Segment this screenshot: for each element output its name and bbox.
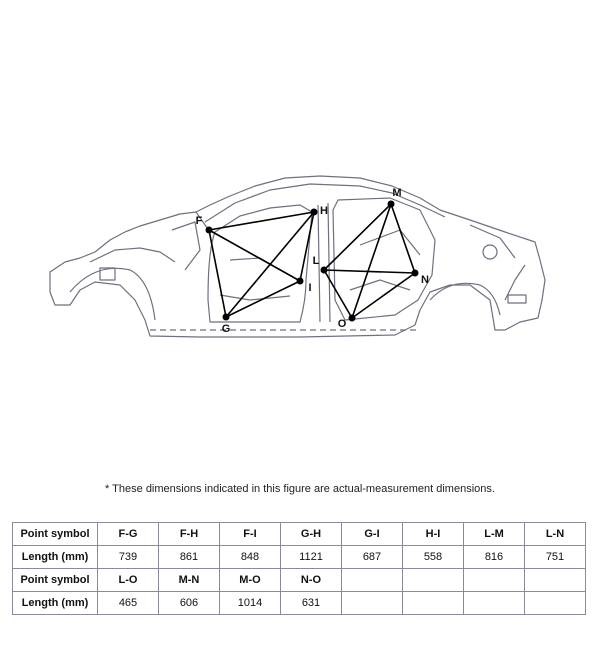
- measurement-line-l-o: [324, 270, 352, 318]
- length-cell: 558: [403, 546, 464, 569]
- point-symbol-cell: N-O: [281, 569, 342, 592]
- dimension-table: [12, 522, 586, 615]
- point-i-marker: [297, 278, 304, 285]
- length-cell: [525, 592, 586, 615]
- point-symbol-cell: H-I: [403, 523, 464, 546]
- length-cell: 1014: [220, 592, 281, 615]
- point-symbol-header: Point symbol: [13, 569, 98, 592]
- measurement-line-f-h: [209, 212, 314, 230]
- point-symbol-cell: L-O: [98, 569, 159, 592]
- point-h-label: H: [320, 205, 328, 217]
- point-n-label: N: [421, 274, 429, 286]
- length-cell: 606: [159, 592, 220, 615]
- point-f-marker: [206, 227, 213, 234]
- length-cell: [464, 592, 525, 615]
- point-symbol-cell: F-H: [159, 523, 220, 546]
- point-symbol-cell: [342, 569, 403, 592]
- point-l-marker: [321, 267, 328, 274]
- length-cell: 861: [159, 546, 220, 569]
- point-f-label: F: [195, 215, 203, 227]
- length-cell: 687: [342, 546, 403, 569]
- point-symbol-cell: M-O: [220, 569, 281, 592]
- measurement-line-g-i: [226, 281, 300, 317]
- measurement-line-l-n: [324, 270, 415, 273]
- measurement-line-n-o: [352, 273, 415, 318]
- point-symbol-row: [13, 569, 586, 592]
- point-symbol-cell: L-M: [464, 523, 525, 546]
- point-symbol-cell: L-N: [525, 523, 586, 546]
- point-o-marker: [349, 315, 356, 322]
- length-cell: 848: [220, 546, 281, 569]
- length-cell: 739: [98, 546, 159, 569]
- point-symbol-header: Point symbol: [13, 523, 98, 546]
- point-n-marker: [412, 270, 419, 277]
- point-symbol-cell: M-N: [159, 569, 220, 592]
- point-symbol-cell: [403, 569, 464, 592]
- point-i-label: I: [308, 282, 312, 294]
- length-row: [13, 592, 586, 615]
- point-symbol-cell: F-G: [98, 523, 159, 546]
- point-symbol-row: [13, 523, 586, 546]
- point-symbol-cell: G-I: [342, 523, 403, 546]
- point-symbol-cell: F-I: [220, 523, 281, 546]
- measurement-note: * These dimensions indicated in this figure are actual-measurement dimensions.: [105, 483, 495, 495]
- point-symbol-cell: G-H: [281, 523, 342, 546]
- length-cell: [342, 592, 403, 615]
- point-m-label: M: [392, 187, 402, 199]
- measurement-line-f-i: [209, 230, 300, 281]
- point-g-label: G: [221, 323, 231, 335]
- length-cell: [403, 592, 464, 615]
- measurement-line-m-o: [352, 204, 391, 318]
- point-l-label: L: [312, 255, 320, 267]
- length-cell: 816: [464, 546, 525, 569]
- point-h-marker: [311, 209, 318, 216]
- point-m-marker: [388, 201, 395, 208]
- measurement-points: [196, 187, 429, 335]
- measurement-line-g-h: [226, 212, 314, 317]
- length-cell: 631: [281, 592, 342, 615]
- length-header: Length (mm): [13, 592, 98, 615]
- point-symbol-cell: [525, 569, 586, 592]
- length-cell: 751: [525, 546, 586, 569]
- point-o-label: O: [337, 318, 347, 330]
- point-g-marker: [223, 314, 230, 321]
- measurement-line-m-n: [391, 204, 415, 273]
- length-cell: 1121: [281, 546, 342, 569]
- measurement-line-f-g: [209, 230, 226, 317]
- length-cell: 465: [98, 592, 159, 615]
- point-symbol-cell: [464, 569, 525, 592]
- length-header: Length (mm): [13, 546, 98, 569]
- length-row: [13, 546, 586, 569]
- car-body-outline: [50, 176, 545, 337]
